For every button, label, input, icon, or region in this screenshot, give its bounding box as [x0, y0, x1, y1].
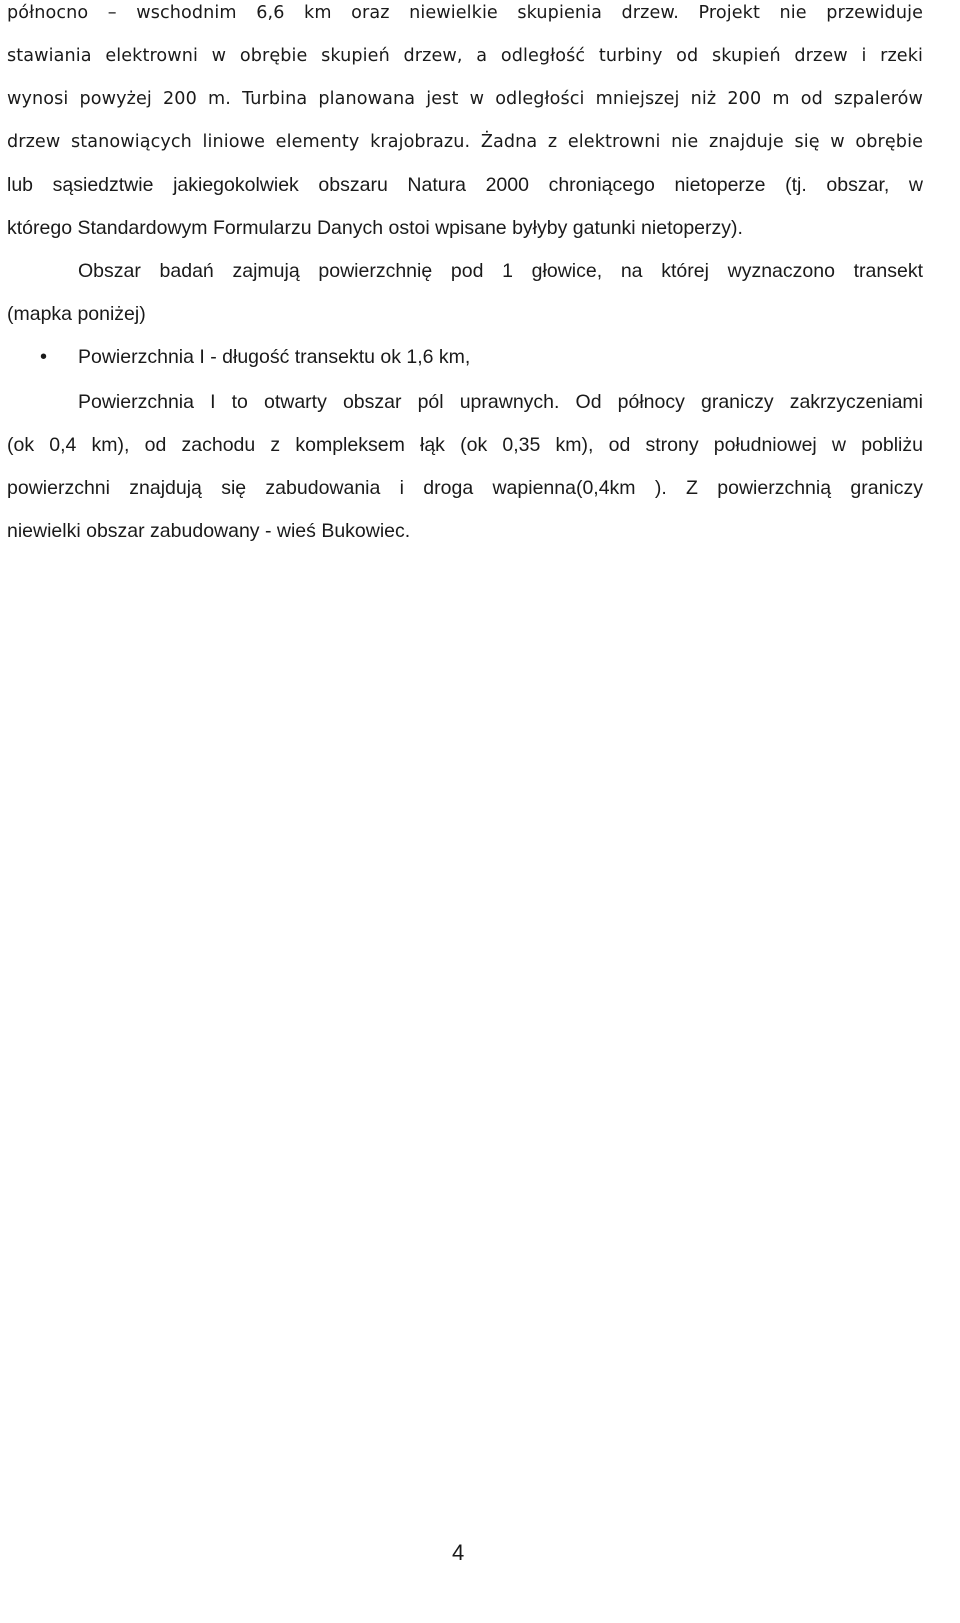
text-line: Powierzchnia I to otwarty obszar pól uprawnych. Od północy graniczy zakrzyczeniami — [78, 391, 923, 413]
text-line: wynosi powyżej 200 m. Turbina planowana jest w odległości mniejszej niż 200 m od szpalerów — [7, 89, 923, 109]
text-line: powierzchni znajdują się zabudowania i droga wapienna(0,4km ). Z powierzchnią graniczy — [7, 477, 923, 499]
text-line: niewielki obszar zabudowany - wieś Bukowiec. — [7, 520, 411, 542]
list-item: Powierzchnia I - długość transektu ok 1,6 km, — [78, 346, 471, 368]
bullet-marker: • — [40, 346, 48, 368]
text-line: Obszar badań zajmują powierzchnię pod 1 głowice, na której wyznaczono transekt — [78, 260, 923, 282]
text-line: północno – wschodnim 6,6 km oraz niewielkie skupienia drzew. Projekt nie przewiduje — [7, 3, 923, 23]
text-line: stawiania elektrowni w obrębie skupień drzew, a odległość turbiny od skupień drzew i rzeki — [7, 46, 923, 66]
text-line: drzew stanowiących liniowe elementy krajobrazu. Żadna z elektrowni nie znajduje się w obrębie — [7, 132, 923, 152]
page-number: 4 — [452, 1540, 465, 1565]
text-line: którego Standardowym Formularzu Danych ostoi wpisane byłyby gatunki nietoperzy). — [7, 217, 743, 239]
text-line: (mapka poniżej) — [7, 303, 146, 325]
text-line: lub sąsiedztwie jakiegokolwiek obszaru Natura 2000 chroniącego nietoperze (tj. obszar, w — [7, 174, 923, 196]
text-line: (ok 0,4 km), od zachodu z kompleksem łąk (ok 0,35 km), od strony południowej w pobliżu — [7, 434, 923, 456]
